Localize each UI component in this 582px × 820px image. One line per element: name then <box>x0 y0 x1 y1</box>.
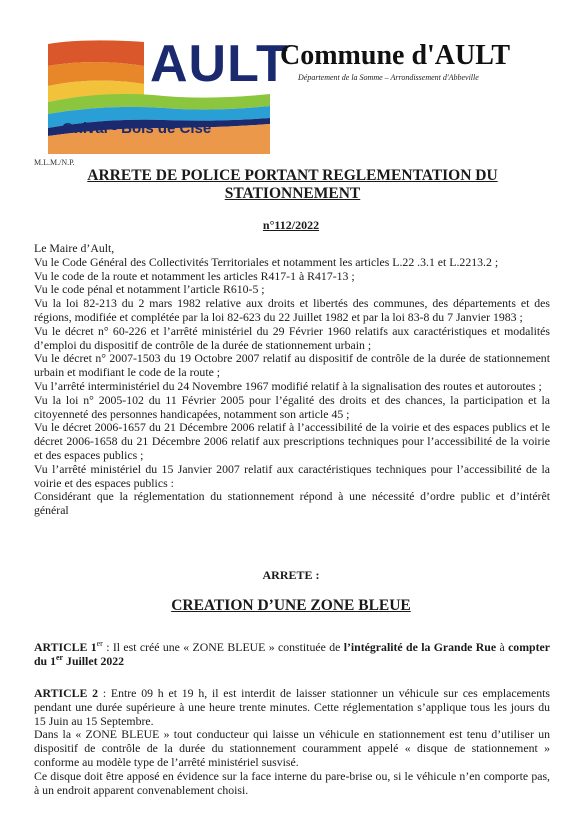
reference-initials: M.L.M./N.P. <box>34 158 75 167</box>
article-1-text: : Il est créé une « ZONE BLEUE » constituée de <box>102 640 344 654</box>
department-line: Département de la Somme – Arrondissement d'Abbeville <box>298 73 479 82</box>
arrete-heading: ARRETE : <box>262 568 320 582</box>
arrete-number: n°112/2022 <box>262 218 320 232</box>
document-title-line2: STATIONNEMENT <box>224 185 361 202</box>
article-2-para1 <box>34 687 550 728</box>
article-1 <box>34 640 550 668</box>
visas-block <box>34 242 550 518</box>
visa-line: Considérant que la réglementation du stationnement répond à une nécessité d’ordre public et d’intérêt général <box>34 489 550 518</box>
visa-line: Vu l’arrêté ministériel du 15 Janvier 2007 relatif aux caractéristiques techniques pour l’accessibilité de la voirie et des espaces publics : <box>34 461 550 490</box>
article-1-text2: à <box>496 640 509 654</box>
zone-bleue-heading: CREATION D’UNE ZONE BLEUE <box>171 597 411 614</box>
visa-line: Vu le décret 2006-1657 du 21 Décembre 2006 relatif à l’accessibilité de la voirie et des espaces publics et le décret 2006-1658 du 21 Décembre 2006 relatif aux prescriptions techniques pour l’accessibilité de la voirie et des espaces publics ; <box>34 420 550 462</box>
article-1-bold-street: l’intégralité de la Grande Rue <box>343 640 497 654</box>
article-1-date-sup: er <box>55 653 64 663</box>
visa-line: Vu le décret n° 2007-1503 du 19 Octobre 2007 relatif au dispositif de contrôle de la durée de stationnement urbain et modifiant le code de la route ; <box>34 351 550 380</box>
article-2-para3: Ce disque doit être apposé en évidence sur la face interne du pare-brise ou, si le véhicule n’en comporte pas, à un endroit apparent convenablement choisi. <box>34 768 550 797</box>
article-2-text: : Entre 09 h et 19 h, il est interdit de laisser stationner un véhicule sur ces emplacements pendant une durée supérieure à une heure trente minutes. Cette réglementation s’applique tous les jours du 15 Juin au 15 Septembre. <box>34 686 551 728</box>
visa-line: Vu le code pénal et notamment l’article R610-5 ; <box>34 282 265 297</box>
visa-line: Le Maire d’Ault, <box>34 241 115 255</box>
visa-line: Vu le Code Général des Collectivités Territoriales et notamment les articles L.22 .3.1 et L.2213.2 ; <box>34 254 499 269</box>
logo-subtitle: Onival - Bois de Cise <box>62 120 212 137</box>
visa-line: Vu le décret n° 60-226 et l’arrêté ministériel du 29 Février 1960 relatifs aux caractéristiques et modalités d’emploi du dispositif de contrôle de la durée de stationnement urbain ; <box>34 323 550 352</box>
logo-wordmark: AULT <box>150 35 289 93</box>
visa-line: Vu la loi n° 2005-102 du 11 Février 2005 pour l’égalité des droits et des chances, la participation et la citoyenneté des personnes handicapées, notamment son article 45 ; <box>34 392 550 421</box>
ault-logo <box>44 35 289 154</box>
commune-title: Commune d'AULT <box>280 40 511 71</box>
article-2-para2: Dans la « ZONE BLEUE » tout conducteur qui laisse un véhicule en stationnement est tenu d’utiliser un dispositif de contrôle de la durée du stationnement couramment appelé « disque de stationnement » conforme au modèle type de l’arrêté ministériel susvisé. <box>34 727 550 769</box>
article-2 <box>34 687 550 797</box>
document-title-line1: ARRETE DE POLICE PORTANT REGLEMENTATION DU <box>87 167 498 184</box>
article-2-label: ARTICLE 2 <box>34 686 99 700</box>
visa-line: Vu l’arrêté interministériel du 24 Novembre 1967 modifié relatif à la signalisation des routes et autoroutes ; <box>34 378 542 393</box>
article-1-label-sup: er <box>96 639 103 649</box>
visa-line: Vu la loi 82-213 du 2 mars 1982 relative aux droits et libertés des communes, des départements et des régions, modifiée et complétée par la loi 82-623 du 22 Juillet 1982 et par la loi 83-8 du 7 Janvier 1983 ; <box>34 296 550 324</box>
article-1-bold-date-end: Juillet 2022 <box>63 654 125 668</box>
visa-line: Vu le code de la route et notamment les articles R417-1 à R417-13 ; <box>34 268 355 283</box>
article-1-label: ARTICLE 1 <box>34 640 97 654</box>
article-1-bold-date: compter du 1 <box>34 640 550 668</box>
